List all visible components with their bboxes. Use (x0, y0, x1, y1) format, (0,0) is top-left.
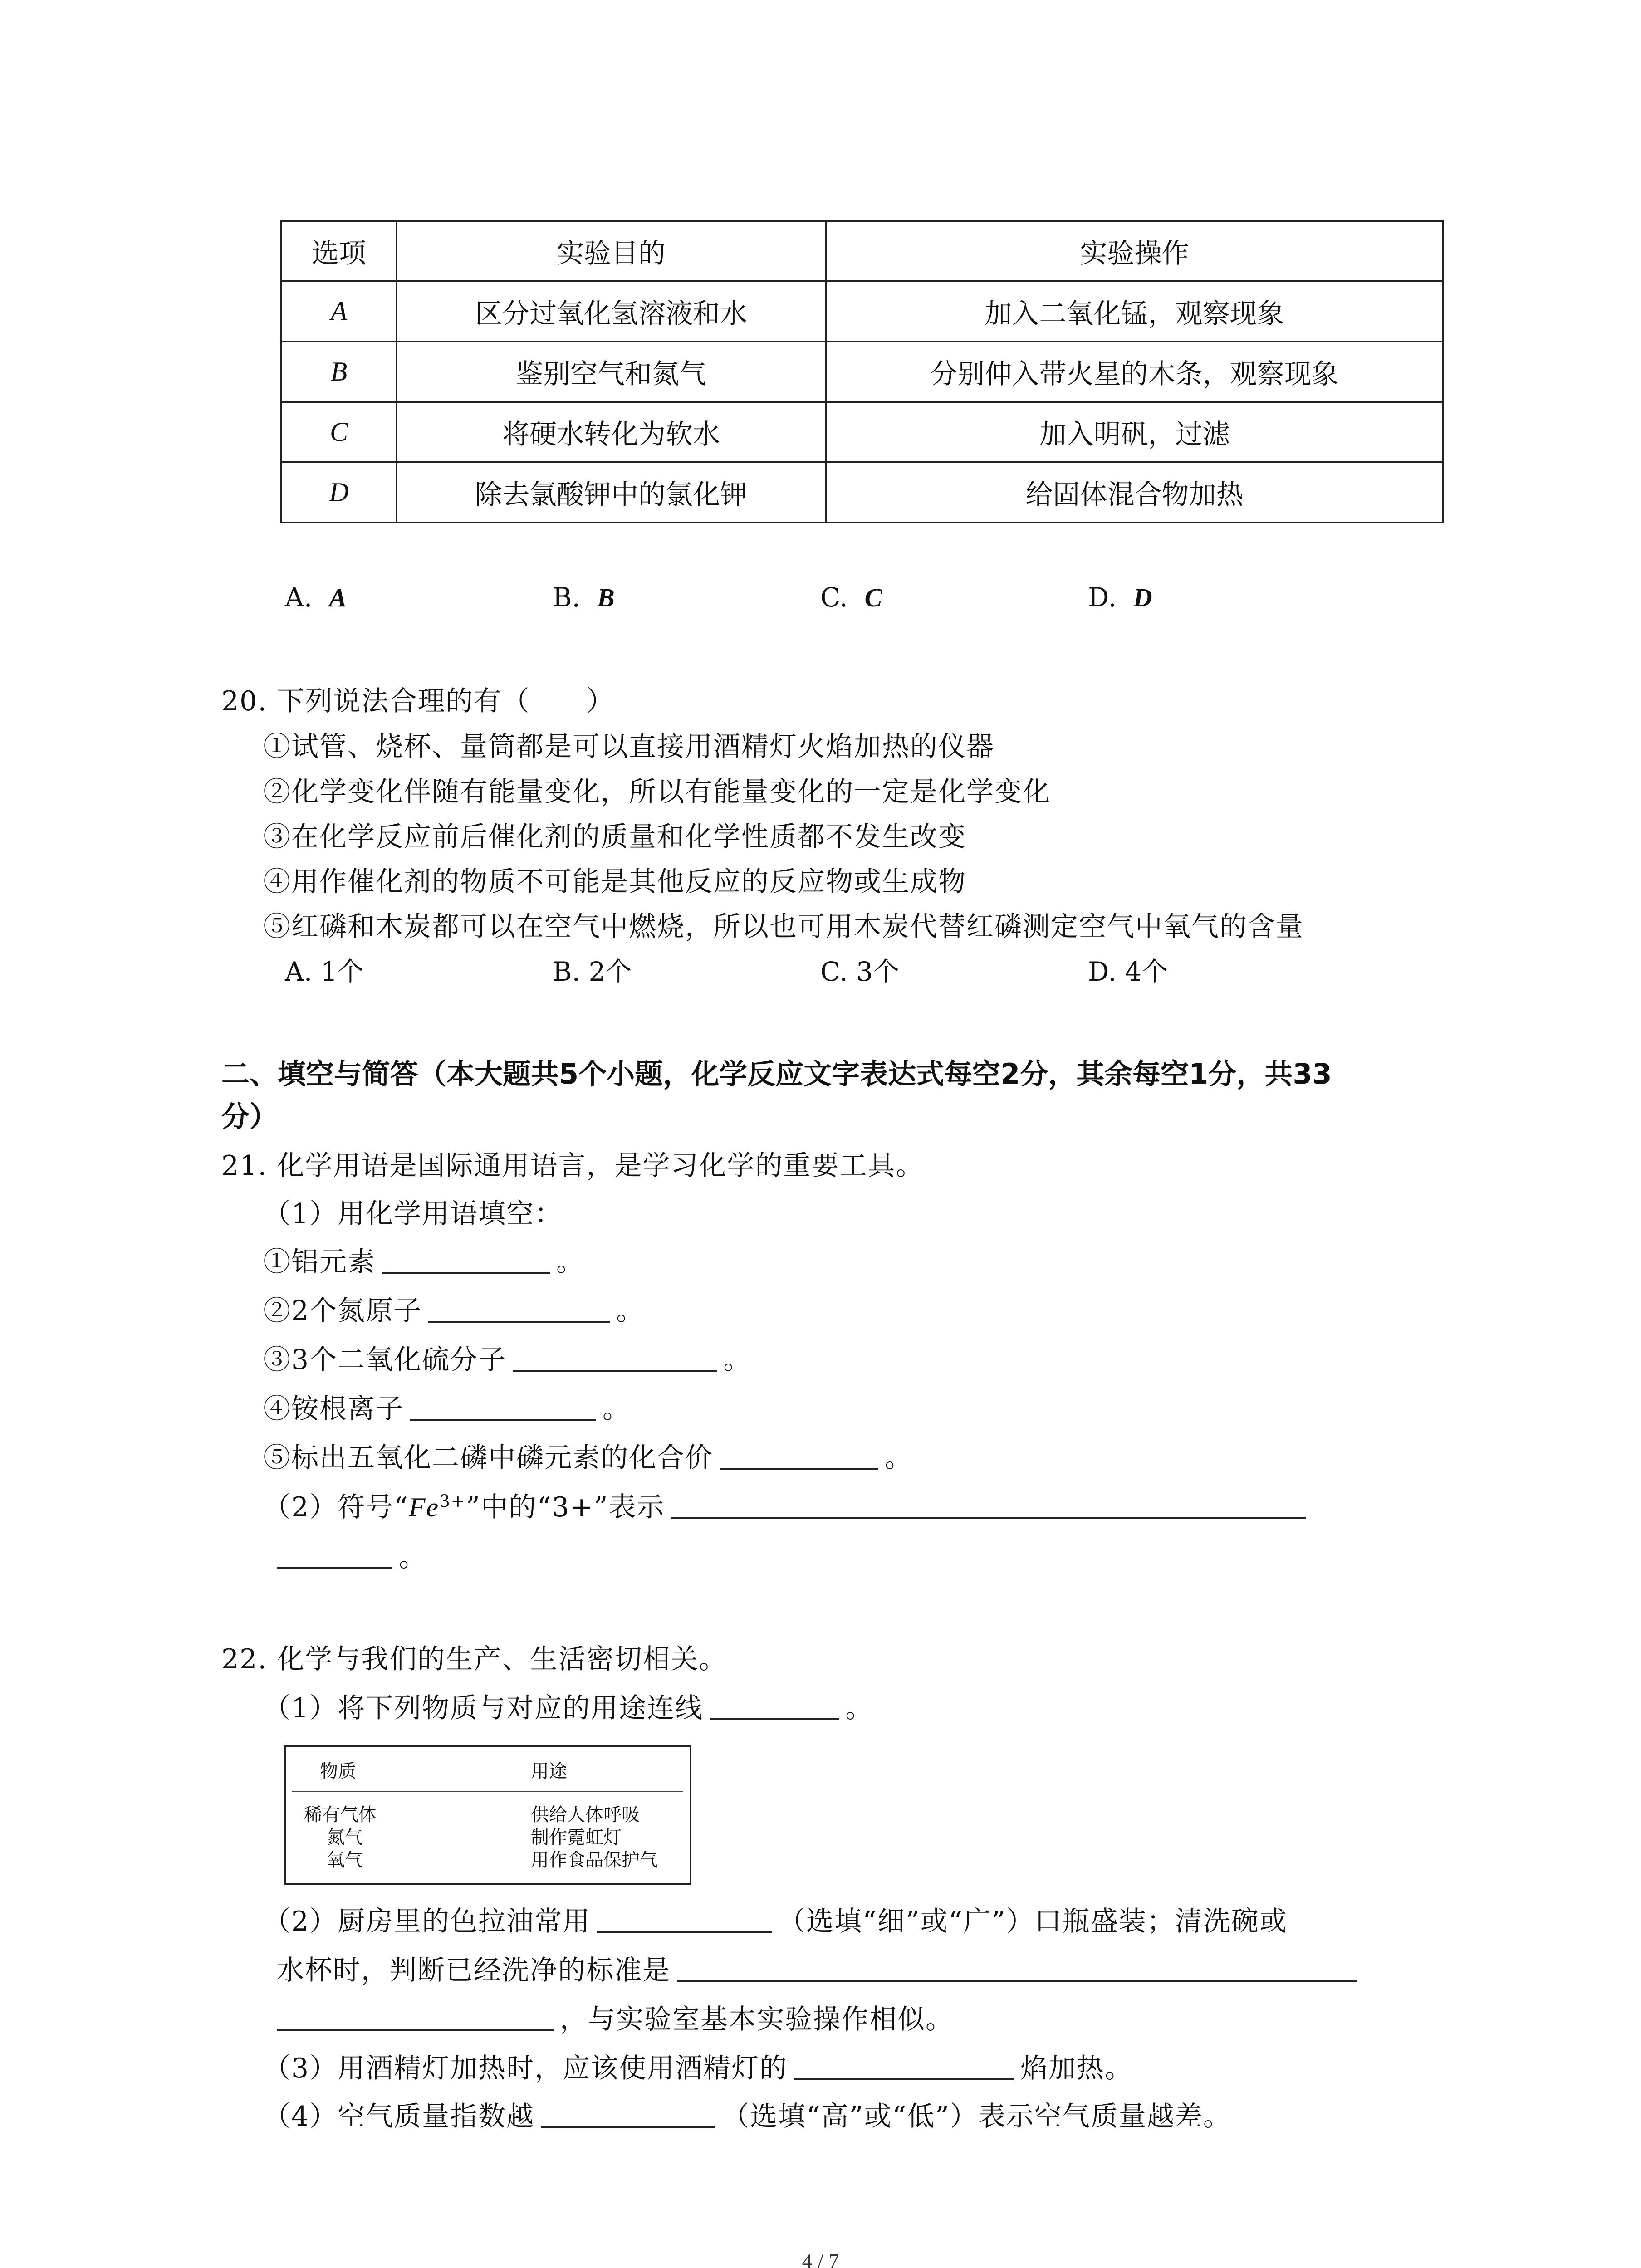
q21-part2: （2）符号“$Fe^{3+}$”中的“3+”表示 (263, 1486, 1313, 1525)
choice-b[interactable]: B. B (553, 582, 615, 613)
q22-stem: 22. 化学与我们的生产、生活密切相关。 (221, 1643, 727, 1675)
q21-item: ②2个氮原子 。 (263, 1289, 644, 1328)
table-cell-option: A (281, 281, 397, 342)
answer-blank[interactable] (794, 2051, 1014, 2080)
q22-part2: （2）厨房里的色拉油常用 （选填“细”或“广”）口瓶盛装；清洗碗或 (263, 1900, 1288, 1939)
q22-part2-cont: 水杯时，判断已经洗净的标准是 (277, 1949, 1364, 1988)
answer-blank[interactable] (671, 1490, 1306, 1519)
usage-item[interactable]: 制作霓虹灯 (531, 1827, 622, 1848)
table-cell-operation: 加入明矾，过滤 (826, 402, 1443, 462)
answer-blank[interactable] (541, 2099, 715, 2128)
q21-item: ①铝元素 。 (263, 1240, 584, 1279)
table-row (281, 402, 1443, 462)
answer-blank[interactable] (710, 1691, 839, 1720)
table-cell-purpose: 将硬水转化为软水 (397, 402, 826, 462)
matching-box (284, 1745, 691, 1885)
choice-b[interactable]: B. 2个 (553, 956, 632, 987)
table-header-row (281, 221, 1443, 281)
table-cell-operation: 加入二氧化锰，观察现象 (826, 281, 1443, 342)
q22-part1: （1）将下列物质与对应的用途连线 。 (263, 1686, 873, 1725)
choice-a[interactable]: A. A (285, 582, 347, 613)
section-heading-cont: 分） (221, 1100, 278, 1133)
q20-statement: ⑤红磷和木炭都可以在空气中燃烧，所以也可用木炭代替红磷测定空气中氧气的含量 (263, 911, 1304, 943)
q20-statement: ③在化学反应前后催化剂的质量和化学性质都不发生改变 (263, 821, 966, 853)
ion-symbol: Fe (408, 1492, 440, 1522)
q20-statement: ①试管、烧杯、量筒都是可以直接用酒精灯火焰加热的仪器 (263, 731, 994, 763)
q20-statement: ②化学变化伴随有能量变化，所以有能量变化的一定是化学变化 (263, 776, 1051, 808)
answer-blank[interactable] (277, 1540, 392, 1569)
table-cell-purpose: 鉴别空气和氮气 (397, 342, 826, 402)
q20-statement: ④用作催化剂的物质不可能是其他反应的反应物或生成物 (263, 866, 966, 898)
choice-c[interactable]: C. 3个 (820, 956, 900, 987)
q21-item: ⑤标出五氧化二磷中磷元素的化合价 。 (263, 1436, 913, 1475)
answer-blank[interactable] (597, 1904, 772, 1933)
table-cell-option: C (281, 402, 397, 462)
usage-item[interactable]: 供给人体呼吸 (531, 1804, 640, 1825)
answer-blank[interactable] (677, 1953, 1357, 1982)
table-row (281, 342, 1443, 402)
matching-header-left: 物质 (320, 1761, 356, 1782)
choice-d[interactable]: D. D (1088, 582, 1152, 613)
q21-part1: （1）用化学用语填空： (263, 1198, 563, 1230)
q21-item: ④铵根离子 。 (263, 1387, 631, 1426)
choice-a[interactable]: A. 1个 (285, 956, 364, 987)
q22-part4: （4）空气质量指数越 （选填“高”或“低”）表示空气质量越差。 (263, 2095, 1231, 2134)
table-header-option: 选项 (281, 221, 397, 281)
section-heading: 二、填空与简答（本大题共5个小题，化学反应文字表达式每空2分，其余每空1分，共33 (221, 1057, 1332, 1090)
matching-header-right: 用途 (531, 1761, 567, 1782)
choice-d[interactable]: D. 4个 (1088, 956, 1168, 987)
choice-c[interactable]: C. C (820, 582, 882, 613)
q21-part2-cont: 。 (277, 1535, 427, 1574)
experiment-table (280, 220, 1444, 523)
table-cell-operation: 分别伸入带火星的木条，观察现象 (826, 342, 1443, 402)
answer-blank[interactable] (277, 2002, 554, 2031)
q21-stem: 21. 化学用语是国际通用语言，是学习化学的重要工具。 (221, 1150, 924, 1182)
table-cell-operation: 给固体混合物加热 (826, 462, 1443, 523)
q21-item: ③3个二氧化硫分子 。 (263, 1338, 751, 1377)
answer-blank[interactable] (428, 1294, 610, 1323)
answer-blank[interactable] (513, 1343, 717, 1372)
substance-item[interactable]: 氮气 (327, 1827, 363, 1848)
table-row (281, 281, 1443, 342)
substance-item[interactable]: 稀有气体 (304, 1804, 377, 1825)
table-header-purpose: 实验目的 (397, 221, 826, 281)
ion-charge: 3+ (439, 1491, 466, 1511)
usage-item[interactable]: 用作食品保护气 (531, 1850, 658, 1871)
answer-blank[interactable] (720, 1441, 878, 1470)
table-cell-purpose: 区分过氧化氢溶液和水 (397, 281, 826, 342)
substance-item[interactable]: 氧气 (327, 1850, 363, 1871)
q22-part3: （3）用酒精灯加热时，应该使用酒精灯的 焰加热。 (263, 2047, 1133, 2086)
answer-blank[interactable] (382, 1245, 550, 1274)
q22-part2-cont2: ，与实验室基本实验操作相似。 (277, 1998, 954, 2037)
table-cell-purpose: 除去氯酸钾中的氯化钾 (397, 462, 826, 523)
table-row (281, 462, 1443, 523)
table-cell-option: D (281, 462, 397, 523)
page-number: 4 / 7 (802, 2249, 839, 2268)
table-cell-option: B (281, 342, 397, 402)
table-header-operation: 实验操作 (826, 221, 1443, 281)
answer-blank[interactable] (410, 1392, 596, 1421)
matching-divider (292, 1791, 683, 1792)
q20-stem: 20. 下列说法合理的有（ ） (221, 685, 615, 717)
